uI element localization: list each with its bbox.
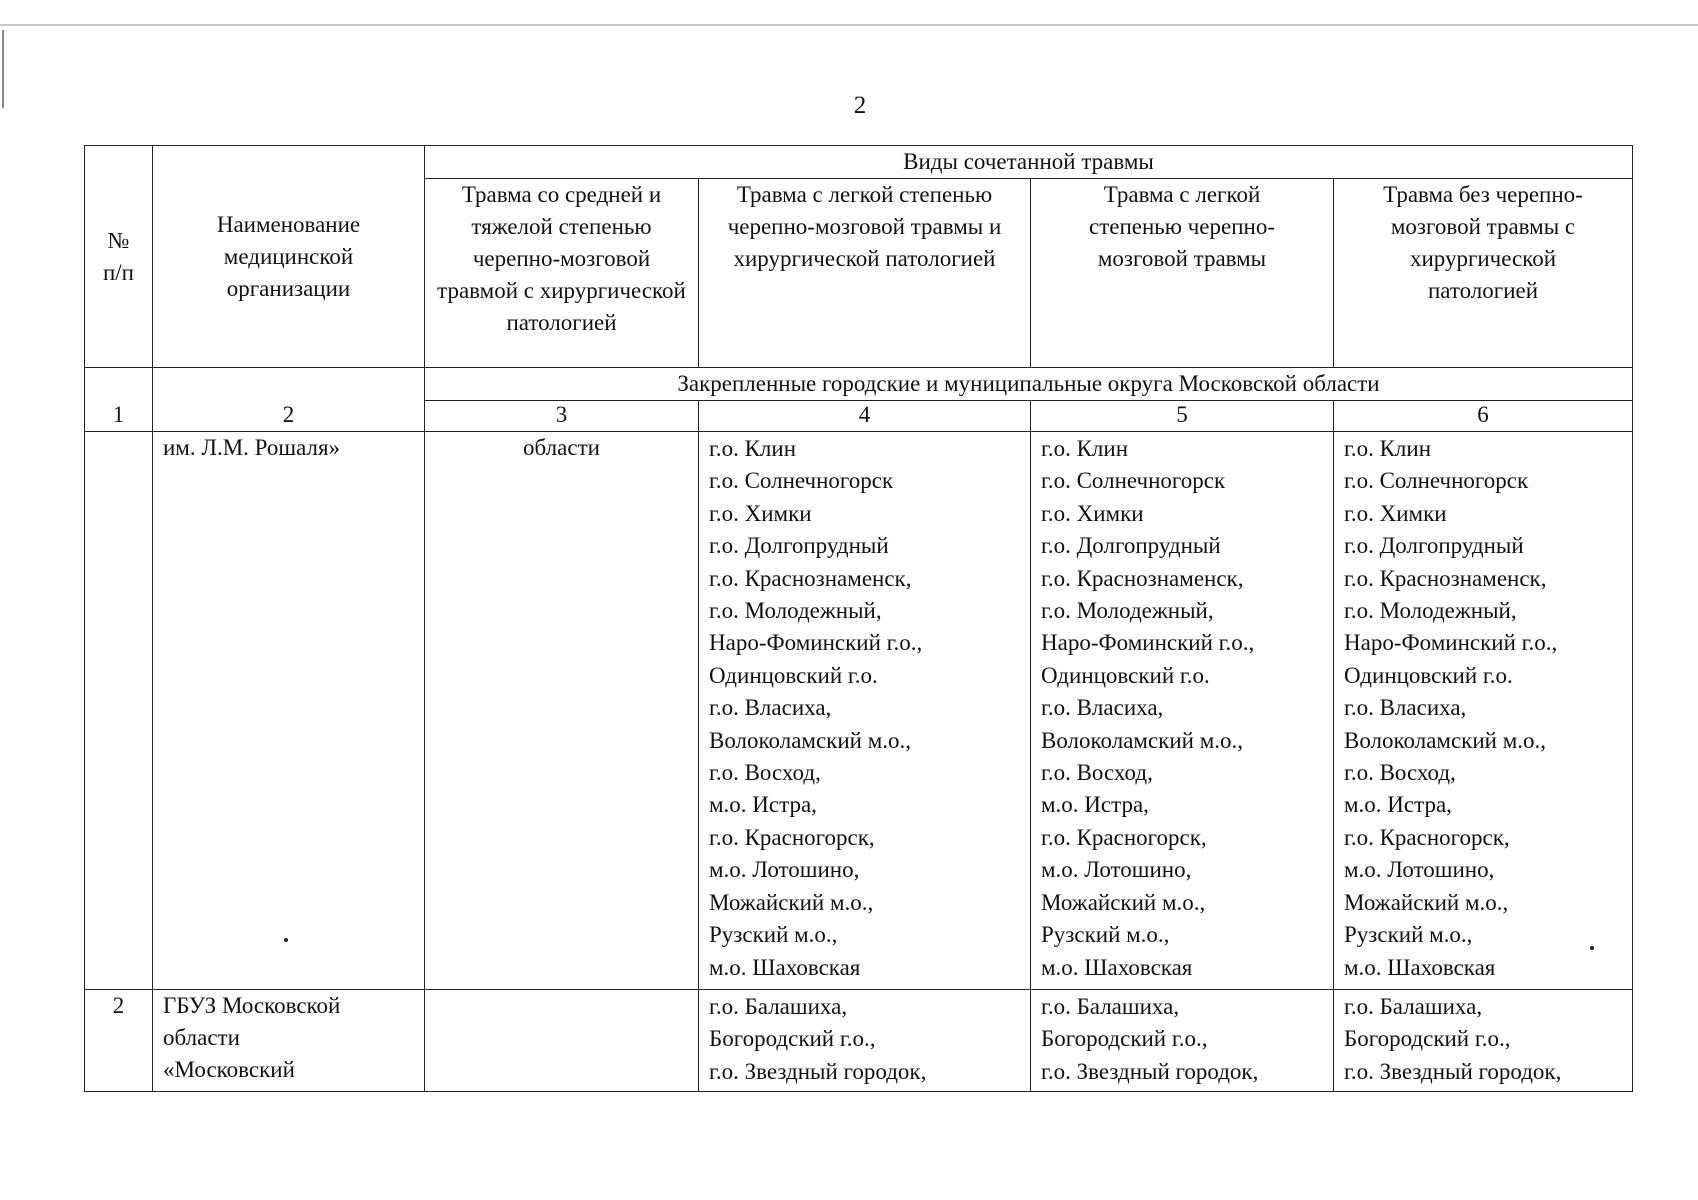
header-org-name	[153, 146, 425, 368]
location-item: г.о. Восход,	[709, 760, 821, 786]
location-item: г.о. Краснознаменск,	[1344, 565, 1547, 591]
location-item: м.о. Истра,	[1344, 792, 1452, 818]
header-org-label: Наименование медицинской организации	[216, 211, 361, 301]
row-1-locations-col4	[699, 432, 1031, 990]
location-item: г.о. Красногорск,	[709, 824, 875, 850]
location-item: Богородский г.о.,	[1344, 1026, 1511, 1052]
location-item: г.о. Красногорск,	[1344, 824, 1510, 850]
location-item: г.о. Молодежный,	[709, 598, 882, 624]
location-item: г.о. Власиха,	[1344, 695, 1467, 721]
location-item: г.о. Клин	[709, 436, 797, 461]
row-2-org-line: ГБУЗ Московской	[163, 993, 341, 1018]
trauma-distribution-table	[84, 145, 1633, 1092]
location-item: г.о. Восход,	[1041, 760, 1153, 786]
location-item: м.о. Шаховская	[1041, 954, 1193, 980]
location-item: г.о. Клин	[1041, 436, 1129, 461]
row-2-locations-col6	[1334, 990, 1633, 1092]
header-num-line1: №	[107, 227, 130, 253]
header-type-4: Травма без черепно-мозговой травмы с хирургической патологией	[1334, 179, 1633, 368]
location-item: м.о. Шаховская	[709, 954, 861, 980]
location-item: Наро-Фоминский г.о.,	[709, 630, 923, 656]
location-item: м.о. Лотошино,	[1041, 857, 1192, 883]
row-1-num	[85, 432, 153, 990]
scan-edge-top	[0, 24, 1698, 26]
header-districts-label: Закрепленные городские и муниципальные округа Московской области	[425, 368, 1633, 401]
row-1-locations-col5	[1031, 432, 1334, 990]
scan-speck	[1590, 946, 1594, 950]
location-item: г.о. Краснознаменск,	[1041, 565, 1244, 591]
location-item: г.о. Красногорск,	[1041, 824, 1207, 850]
row-2-org	[153, 990, 425, 1092]
colnum-1: 1	[112, 402, 125, 427]
location-item: г.о. Химки	[1041, 500, 1144, 526]
header-trauma-types-group: Виды сочетанной травмы	[425, 146, 1633, 179]
location-item: Одинцовский г.о.	[1041, 662, 1210, 688]
location-item: г.о. Клин	[1344, 436, 1432, 461]
header-num-line2: п/п	[102, 259, 134, 285]
location-item: Рузский м.о.,	[1344, 922, 1473, 948]
location-item: г.о. Долгопрудный	[709, 533, 889, 559]
location-item: г.о. Власиха,	[1041, 695, 1164, 721]
location-item: Можайский м.о.,	[1344, 889, 1509, 915]
table-row	[85, 990, 1633, 1092]
row-2-locations-col5	[1031, 990, 1334, 1092]
colnum-2-cell	[153, 368, 425, 432]
header-num-cell	[85, 146, 153, 368]
colnum-3: 3	[425, 401, 699, 432]
page-number: 2	[853, 92, 867, 119]
row-2-org-line: «Московский	[163, 1057, 295, 1082]
location-item: г.о. Балашиха,	[1344, 994, 1483, 1019]
colnum-4: 4	[699, 401, 1031, 432]
location-item: Одинцовский г.о.	[1344, 662, 1513, 688]
location-item: м.о. Шаховская	[1344, 954, 1496, 980]
location-item: Богородский г.о.,	[709, 1026, 876, 1052]
location-item: г.о. Молодежный,	[1344, 598, 1517, 624]
location-item: Наро-Фоминский г.о.,	[1041, 630, 1255, 656]
location-item: Волоколамский м.о.,	[709, 727, 912, 753]
location-item: Можайский м.о.,	[709, 889, 874, 915]
location-item: Наро-Фоминский г.о.,	[1344, 630, 1558, 656]
location-item: м.о. Истра,	[1041, 792, 1149, 818]
location-item: м.о. Лотошино,	[709, 857, 860, 883]
location-item: Можайский м.о.,	[1041, 889, 1206, 915]
location-item: г.о. Звездный городок,	[1041, 1058, 1259, 1084]
location-item: г.о. Краснознаменск,	[709, 565, 912, 591]
location-item: г.о. Восход,	[1344, 760, 1456, 786]
location-item: г.о. Власиха,	[709, 695, 832, 721]
location-item: Рузский м.о.,	[1041, 922, 1170, 948]
row-2-col3	[425, 990, 699, 1092]
row-1-org: им. Л.М. Рошаля»	[153, 432, 425, 990]
location-item: г.о. Молодежный,	[1041, 598, 1214, 624]
location-item: г.о. Звездный городок,	[1344, 1058, 1562, 1084]
location-item: г.о. Химки	[709, 500, 812, 526]
location-item: г.о. Долгопрудный	[1041, 533, 1221, 559]
table-row	[85, 432, 1633, 990]
header-type-2: Травма с легкой степенью черепно-мозговой травмы и хирургической патологией	[699, 179, 1031, 368]
scan-speck	[284, 938, 288, 942]
location-item: г.о. Звездный городок,	[709, 1058, 927, 1084]
location-item: м.о. Истра,	[709, 792, 817, 818]
location-item: Богородский г.о.,	[1041, 1026, 1208, 1052]
row-1-col3: области	[425, 432, 699, 990]
colnum-1-cell	[85, 368, 153, 432]
location-item: г.о. Балашиха,	[1041, 994, 1180, 1019]
header-type-1: Травма со средней и тяжелой степенью черепно-мозговой травмой с хирургической патологией	[425, 179, 699, 368]
row-2-org-line: области	[163, 1025, 240, 1050]
colnum-2: 2	[282, 402, 295, 427]
location-item: г.о. Солнечногорск	[1041, 468, 1226, 494]
location-item: г.о. Балашиха,	[709, 994, 848, 1019]
location-item: Волоколамский м.о.,	[1041, 727, 1244, 753]
location-item: м.о. Лотошино,	[1344, 857, 1495, 883]
location-item: Рузский м.о.,	[709, 922, 838, 948]
location-item: г.о. Солнечногорск	[1344, 468, 1529, 494]
location-item: Одинцовский г.о.	[709, 662, 878, 688]
row-1-locations-col6	[1334, 432, 1633, 990]
row-2-locations-col4	[699, 990, 1031, 1092]
colnum-5: 5	[1031, 401, 1334, 432]
location-item: г.о. Солнечногорск	[709, 468, 894, 494]
header-type-3: Травма с легкой степенью черепно-мозговой травмы	[1031, 179, 1334, 368]
location-item: г.о. Долгопрудный	[1344, 533, 1524, 559]
colnum-6: 6	[1334, 401, 1633, 432]
location-item: г.о. Химки	[1344, 500, 1447, 526]
location-item: Волоколамский м.о.,	[1344, 727, 1547, 753]
row-2-num: 2	[85, 990, 153, 1092]
